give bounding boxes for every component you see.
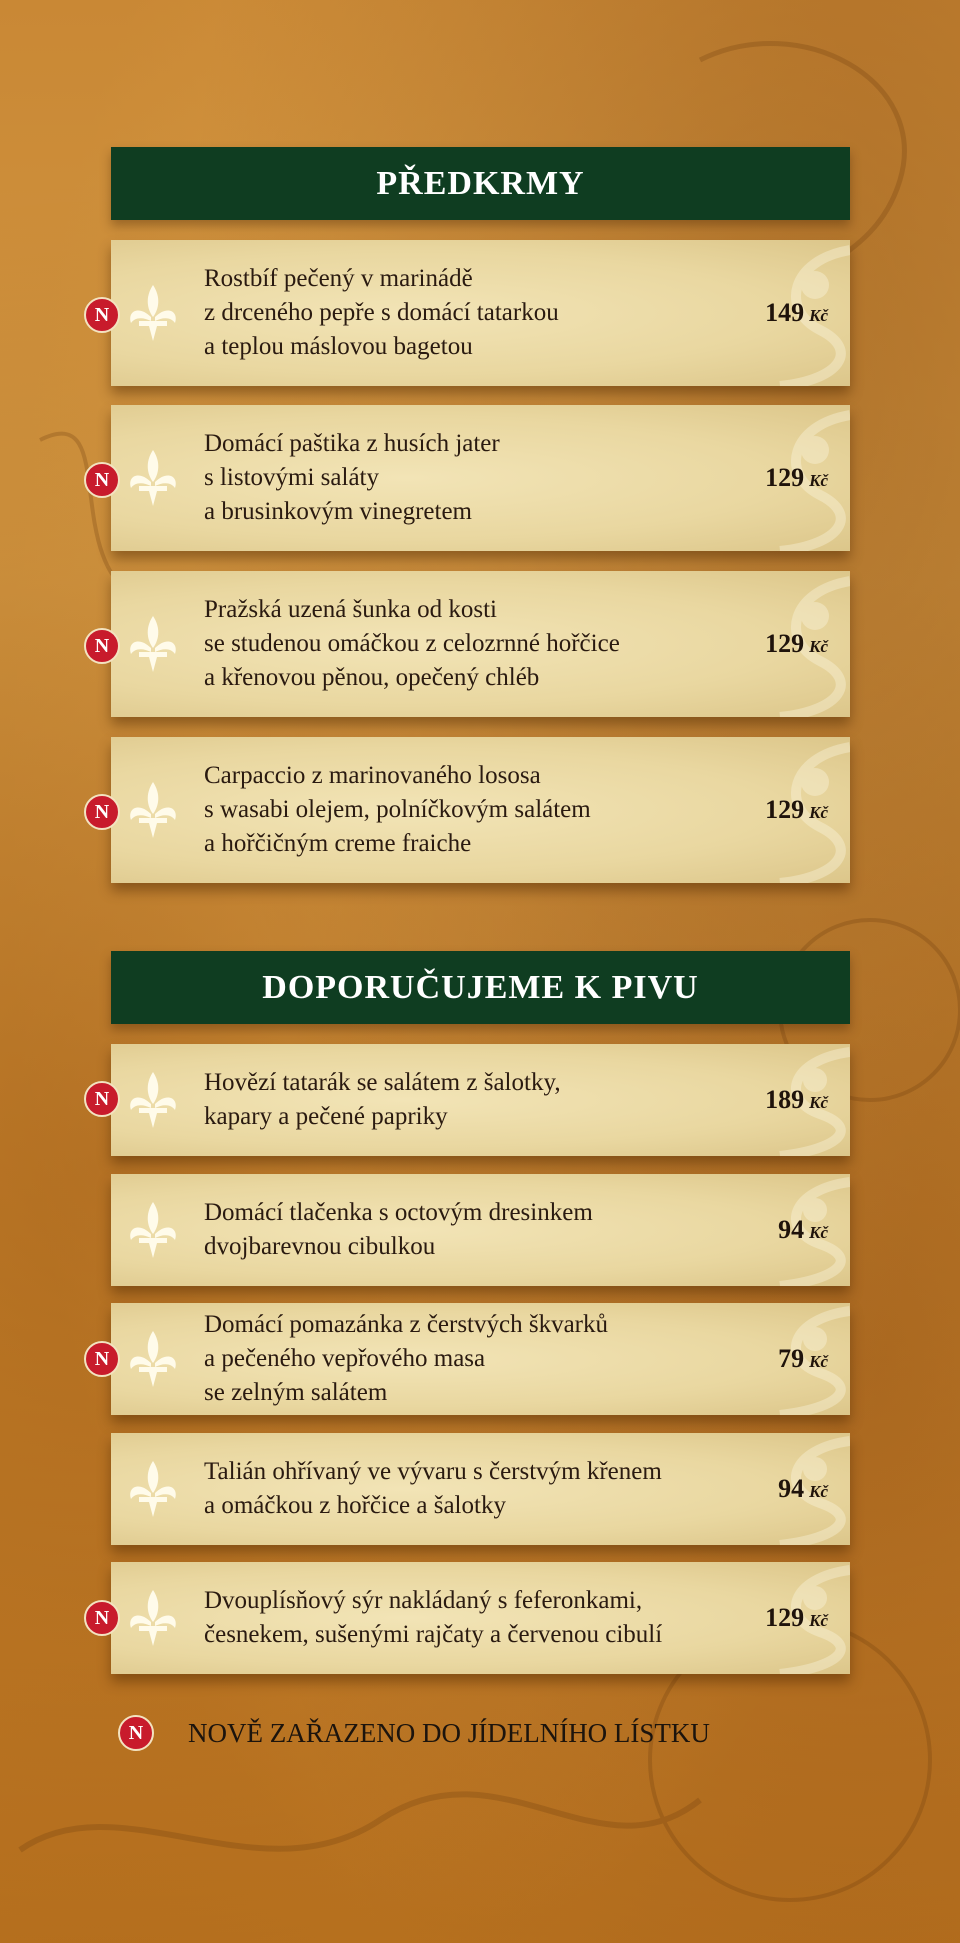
menu-item bbox=[111, 1044, 850, 1156]
item-description: Dvouplísňový sýr nakládaný s feferonkami, česnekem, sušenými rajčaty a červenou cibulí bbox=[204, 1587, 663, 1648]
item-description: Domácí tlačenka s octovým dresinkem dvojbarevnou cibulkou bbox=[204, 1199, 593, 1260]
item-description: Rostbíf pečený v marinádě z drceného pepře s domácí tatarkou a teplou máslovou bagetou bbox=[204, 265, 559, 360]
item-description: Hovězí tatarák se salátem z šalotky, kapary a pečené papriky bbox=[204, 1069, 561, 1130]
menu-item bbox=[111, 737, 850, 883]
menu-item bbox=[111, 1174, 850, 1286]
fleur-de-lis-icon bbox=[125, 1198, 181, 1262]
new-badge: N bbox=[84, 1081, 120, 1117]
item-price: 129 Kč bbox=[765, 795, 828, 824]
item-price: 129 Kč bbox=[765, 463, 828, 492]
item-price: 94 Kč bbox=[778, 1215, 828, 1244]
item-description: Pražská uzená šunka od kosti se studenou omáčkou z celozrnné hořčice a křenovou pěnou, opečený chléb bbox=[204, 596, 620, 691]
fleur-de-lis-icon bbox=[125, 1457, 181, 1521]
item-description: Carpaccio z marinovaného lososa s wasabi olejem, polníčkovým salátem a hořčičným creme fraiche bbox=[204, 762, 591, 857]
section-title-predkrmy: PŘEDKRMY bbox=[111, 147, 850, 220]
new-item-legend bbox=[118, 1713, 710, 1753]
fleur-de-lis-icon bbox=[125, 612, 181, 676]
item-price: 94 Kč bbox=[778, 1474, 828, 1503]
new-badge: N bbox=[84, 1600, 120, 1636]
fleur-de-lis-icon bbox=[125, 1068, 181, 1132]
section-title-doporucujeme: DOPORUČUJEME K PIVU bbox=[111, 951, 850, 1024]
item-description: Talián ohřívaný ve vývaru s čerstvým křenem a omáčkou z hořčice a šalotky bbox=[204, 1458, 662, 1519]
item-price: 149 Kč bbox=[765, 298, 828, 327]
item-price: 189 Kč bbox=[765, 1085, 828, 1114]
new-badge: N bbox=[84, 1341, 120, 1377]
menu-item bbox=[111, 1433, 850, 1545]
fleur-de-lis-icon bbox=[125, 281, 181, 345]
new-badge: N bbox=[118, 1715, 154, 1751]
item-price: 129 Kč bbox=[765, 1603, 828, 1632]
item-description: Domácí paštika z husích jater s listovými saláty a brusinkovým vinegretem bbox=[204, 430, 500, 525]
menu-item bbox=[111, 405, 850, 551]
new-badge: N bbox=[84, 297, 120, 333]
menu-item bbox=[111, 240, 850, 386]
item-price: 129 Kč bbox=[765, 629, 828, 658]
new-badge: N bbox=[84, 462, 120, 498]
item-price: 79 Kč bbox=[778, 1344, 828, 1373]
fleur-de-lis-icon bbox=[125, 446, 181, 510]
fleur-de-lis-icon bbox=[125, 1586, 181, 1650]
menu-item bbox=[111, 1303, 850, 1415]
fleur-de-lis-icon bbox=[125, 778, 181, 842]
menu-item bbox=[111, 571, 850, 717]
new-badge: N bbox=[84, 794, 120, 830]
new-badge: N bbox=[84, 628, 120, 664]
fleur-de-lis-icon bbox=[125, 1327, 181, 1391]
item-description: Domácí pomazánka z čerstvých škvarků a pečeného vepřového masa se zelným salátem bbox=[204, 1311, 609, 1406]
legend-text: NOVĚ ZAŘAZENO DO JÍDELNÍHO LÍSTKU bbox=[188, 1717, 710, 1748]
menu-item bbox=[111, 1562, 850, 1674]
